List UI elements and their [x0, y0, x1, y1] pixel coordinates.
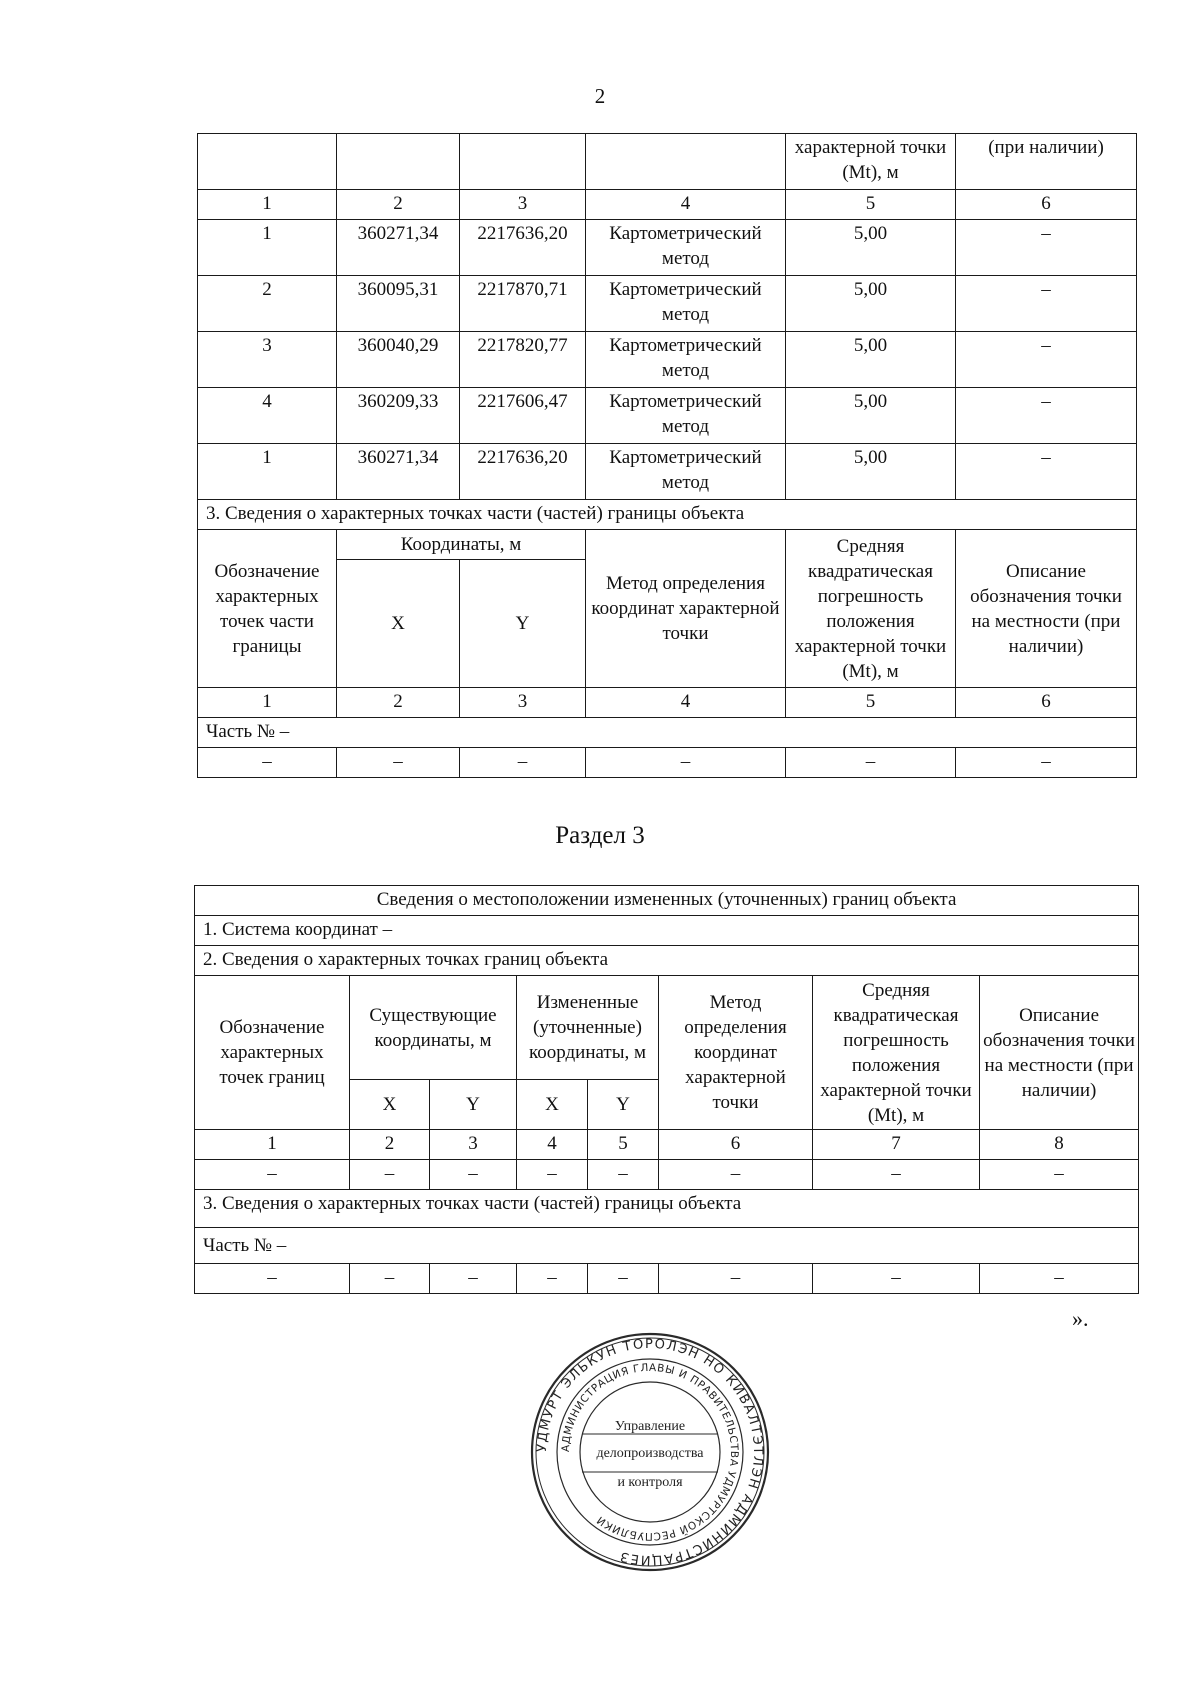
error-header: Средняя квадратическая погрешность положения характерной точки (Mt), м [813, 976, 980, 1130]
error-value: 5,00 [786, 332, 956, 388]
x-value: 360040,29 [337, 332, 460, 388]
column-number: 3 [460, 688, 586, 718]
dash-cell: – [517, 1264, 588, 1294]
table-title-row [195, 886, 1139, 916]
method-value: Картометрический метод [586, 332, 786, 388]
designation-header: Обозначение характерных точек части границы [198, 530, 337, 688]
dash-cell: – [195, 1160, 350, 1190]
description-value: – [956, 332, 1137, 388]
x-header: X [350, 1080, 430, 1130]
description-value: – [956, 388, 1137, 444]
table-row [198, 220, 1137, 276]
header-cell: характерной точки (Mt), м [786, 134, 956, 190]
table-row [195, 1264, 1139, 1294]
x-header: X [337, 560, 460, 688]
parts-header-row [198, 530, 1137, 560]
boundary-points-table [197, 133, 1137, 778]
point-id: 3 [198, 332, 337, 388]
header-row [195, 976, 1139, 1080]
error-value: 5,00 [786, 220, 956, 276]
dash-cell: – [659, 1264, 813, 1294]
point-id: 1 [198, 444, 337, 500]
column-number: 6 [956, 190, 1137, 220]
dash-cell: – [980, 1160, 1139, 1190]
part-label: Часть № – [198, 718, 1137, 748]
description-header: Описание обозначения точки на местности (при наличии) [980, 976, 1139, 1130]
column-number: 4 [586, 190, 786, 220]
y-header: Y [460, 560, 586, 688]
coord-system-row [195, 916, 1139, 946]
y-value: 2217636,20 [460, 220, 586, 276]
x-value: 360271,34 [337, 220, 460, 276]
x-header: X [517, 1080, 588, 1130]
table-row [195, 1160, 1139, 1190]
dash-cell: – [588, 1264, 659, 1294]
column-number: 4 [586, 688, 786, 718]
description-value: – [956, 220, 1137, 276]
changed-coords-header: Измененные (уточненные) координаты, м [517, 976, 659, 1080]
y-header: Y [430, 1080, 517, 1130]
description-header: Описание обозначения точки на местности (при наличии) [956, 530, 1137, 688]
description-value: – [956, 276, 1137, 332]
table-row [198, 332, 1137, 388]
point-id: 2 [198, 276, 337, 332]
header-cell [198, 134, 337, 190]
table-row [198, 748, 1137, 778]
y-value: 2217606,47 [460, 388, 586, 444]
error-header: Средняя квадратическая погрешность положения характерной точки (Mt), м [786, 530, 956, 688]
official-seal [528, 1330, 772, 1574]
dash-cell: – [350, 1160, 430, 1190]
section-title-row [195, 1190, 1139, 1228]
dash-cell: – [430, 1160, 517, 1190]
column-number: 6 [956, 688, 1137, 718]
dash-cell: – [198, 748, 337, 778]
page-number: 2 [594, 84, 606, 108]
seal-center-line: Управление [614, 1419, 686, 1434]
dash-cell: – [956, 748, 1137, 778]
table-row [198, 444, 1137, 500]
method-header: Метод определения координат характерной точки [659, 976, 813, 1130]
changed-boundaries-table [194, 885, 1139, 1294]
method-value: Картометрический метод [586, 444, 786, 500]
method-header: Метод определения координат характерной точки [586, 530, 786, 688]
column-number: 1 [198, 688, 337, 718]
part-label-row [198, 718, 1137, 748]
section-title: 3. Сведения о характерных точках части (частей) границы объекта [198, 500, 1137, 530]
closing-quote: ». [1072, 1306, 1089, 1331]
y-value: 2217820,77 [460, 332, 586, 388]
error-value: 5,00 [786, 388, 956, 444]
header-cell [586, 134, 786, 190]
column-number: 5 [588, 1130, 659, 1160]
designation-header: Обозначение характерных точек границ [195, 976, 350, 1130]
column-number: 5 [786, 190, 956, 220]
table-row [198, 388, 1137, 444]
dash-cell: – [786, 748, 956, 778]
dash-cell: – [350, 1264, 430, 1294]
column-number: 2 [350, 1130, 430, 1160]
header-cell: (при наличии) [956, 134, 1137, 190]
points-title: 2. Сведения о характерных точках границ объекта [195, 946, 1139, 976]
column-number: 3 [430, 1130, 517, 1160]
table-title: Сведения о местоположении измененных (уточненных) границ объекта [195, 886, 1139, 916]
description-value: – [956, 444, 1137, 500]
x-value: 360271,34 [337, 444, 460, 500]
section-title: 3. Сведения о характерных точках части (частей) границы объекта [195, 1190, 1139, 1228]
dash-cell: – [588, 1160, 659, 1190]
part-label: Часть № – [195, 1228, 1139, 1264]
point-id: 4 [198, 388, 337, 444]
dash-cell: – [659, 1160, 813, 1190]
seal-inner-text: АДМИНИСТРАЦИЯ ГЛАВЫ И ПРАВИТЕЛЬСТВА УДМУРТСКОЙ РЕСПУБЛИКИ [559, 1361, 741, 1543]
column-number-row [198, 688, 1137, 718]
error-value: 5,00 [786, 444, 956, 500]
dash-cell: – [195, 1264, 350, 1294]
dash-cell: – [813, 1264, 980, 1294]
dash-cell: – [430, 1264, 517, 1294]
point-id: 1 [198, 220, 337, 276]
column-number: 2 [337, 688, 460, 718]
coordinates-header: Координаты, м [337, 530, 586, 560]
column-number: 4 [517, 1130, 588, 1160]
y-header: Y [588, 1080, 659, 1130]
dash-cell: – [586, 748, 786, 778]
points-title-row [195, 946, 1139, 976]
y-value: 2217870,71 [460, 276, 586, 332]
column-number-row [195, 1130, 1139, 1160]
method-value: Картометрический метод [586, 388, 786, 444]
dash-cell: – [460, 748, 586, 778]
coordinate-system: 1. Система координат – [195, 916, 1139, 946]
section-title-row [198, 500, 1137, 530]
y-value: 2217636,20 [460, 444, 586, 500]
seal-outer-text: УДМУРТ ЭЛЬКУН ТОРОЛЭН НО КИВАЛТЭТЛЭН АДМИНИСТРАЦИЕЗ [534, 1336, 766, 1568]
table-header-continuation [198, 134, 1137, 190]
dash-cell: – [337, 748, 460, 778]
x-value: 360209,33 [337, 388, 460, 444]
section-heading: Раздел 3 [555, 822, 645, 849]
header-cell [460, 134, 586, 190]
dash-cell: – [980, 1264, 1139, 1294]
column-number: 3 [460, 190, 586, 220]
column-number: 1 [198, 190, 337, 220]
column-number: 6 [659, 1130, 813, 1160]
column-number: 8 [980, 1130, 1139, 1160]
dash-cell: – [813, 1160, 980, 1190]
column-number: 2 [337, 190, 460, 220]
table-row [198, 276, 1137, 332]
dash-cell: – [517, 1160, 588, 1190]
part-label-row [195, 1228, 1139, 1264]
column-number: 1 [195, 1130, 350, 1160]
error-value: 5,00 [786, 276, 956, 332]
method-value: Картометрический метод [586, 276, 786, 332]
existing-coords-header: Существующие координаты, м [350, 976, 517, 1080]
x-value: 360095,31 [337, 276, 460, 332]
column-number-row [198, 190, 1137, 220]
method-value: Картометрический метод [586, 220, 786, 276]
header-cell [337, 134, 460, 190]
seal-center-line: делопроизводства [596, 1446, 704, 1461]
column-number: 5 [786, 688, 956, 718]
seal-center-line: и контроля [617, 1475, 683, 1490]
column-number: 7 [813, 1130, 980, 1160]
